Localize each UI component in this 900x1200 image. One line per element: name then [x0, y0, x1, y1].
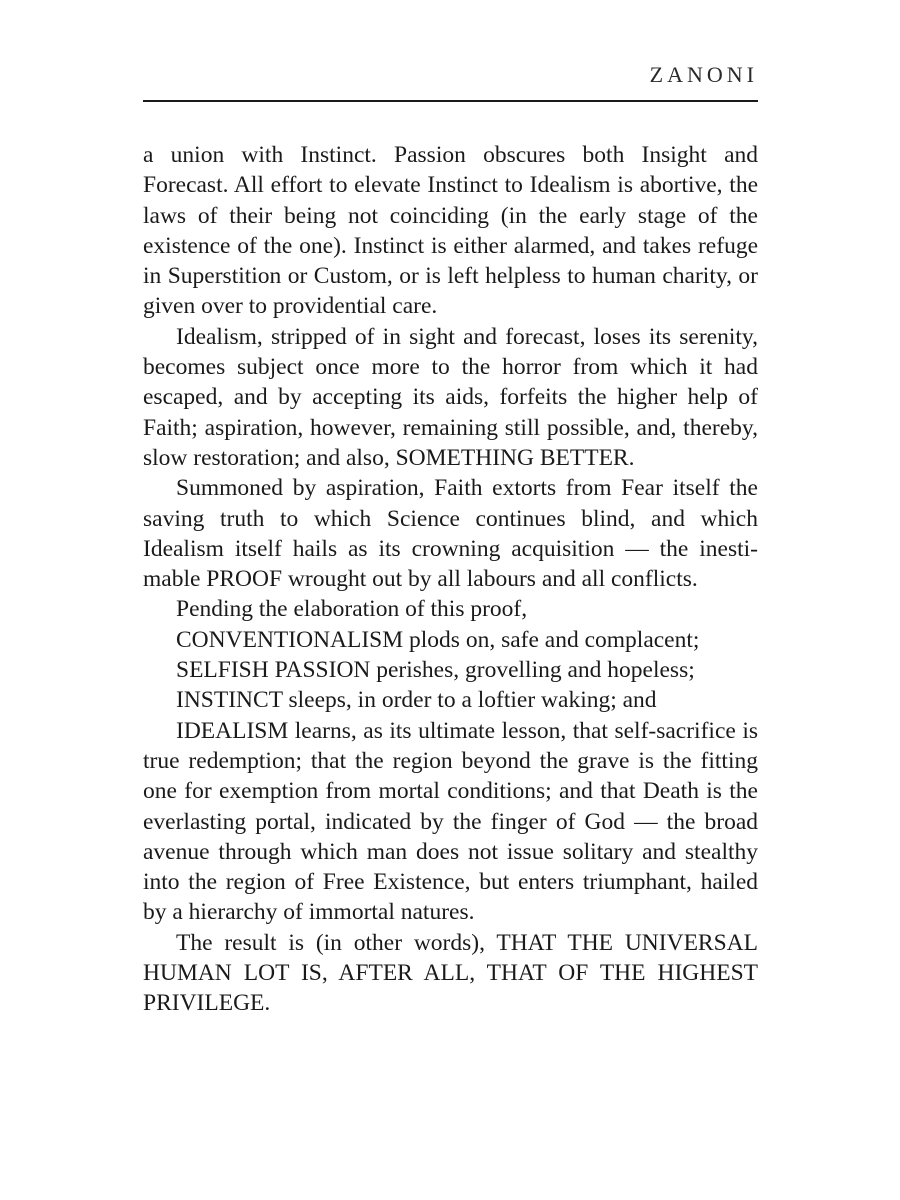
paragraph-idealism: Idealism, stripped of in sight and forecast, loses its serenity, becomes subject once more to the horror from which it had escaped, and by accepting its aids, forfeits the higher help of Faith; aspiration, however, remaining still possible, and, thereby, slow restoration; and also, SOMETHING BETTER. [143, 323, 758, 471]
line-pending: Pending the elaboration of this proof, [176, 596, 528, 623]
line-selfish-passion: SELFISH PASSION perishes, grovelling and hopeless; [176, 657, 695, 684]
paragraph-idealism-learns: IDEALISM learns, as its ultimate lesson, that self-sacrifice is true redemption; that the region beyond the grave is the fitting one for exemption from mortal conditions; and that Death is the everlasting portal, indicated by the finger of God — the broad avenue through which man does not issue solitary and stealthy into the region of Free Existence, but enters triumphant, hailed by a hierarchy of immortal natures. [143, 717, 758, 926]
line-conventionalism: CONVENTIONALISM plods on, safe and complacent; [176, 626, 700, 653]
header-rule [143, 100, 758, 102]
line-instinct: INSTINCT sleeps, in order to a loftier waking; and [176, 687, 657, 714]
paragraph-summoned: Summoned by aspiration, Faith extorts from Fear itself the saving truth to which Science continues blind, and which Idealism itself hails as its crowning acquisition — the inestimable PROOF wrought out by all labours and all conflicts. [143, 475, 758, 593]
running-head-title: ZANONI [649, 62, 758, 87]
paragraph-result: The result is (in other words), THAT THE UNIVERSAL HUMAN LOT IS, AFTER ALL, THAT OF THE HIGHEST PRIVILEGE. [143, 929, 758, 1017]
paragraph-continued: a union with Instinct. Passion obscures both Insight and Forecast. All effort to elevate Instinct to Idealism is abortive, the laws of their being not coinciding (in the early stage of the existence of the one). Instinct is either alarmed, and takes refuge in Superstition or Custom, or is left helpless to human charity, or given over to providential care. [143, 142, 758, 320]
body-text [143, 140, 758, 1019]
